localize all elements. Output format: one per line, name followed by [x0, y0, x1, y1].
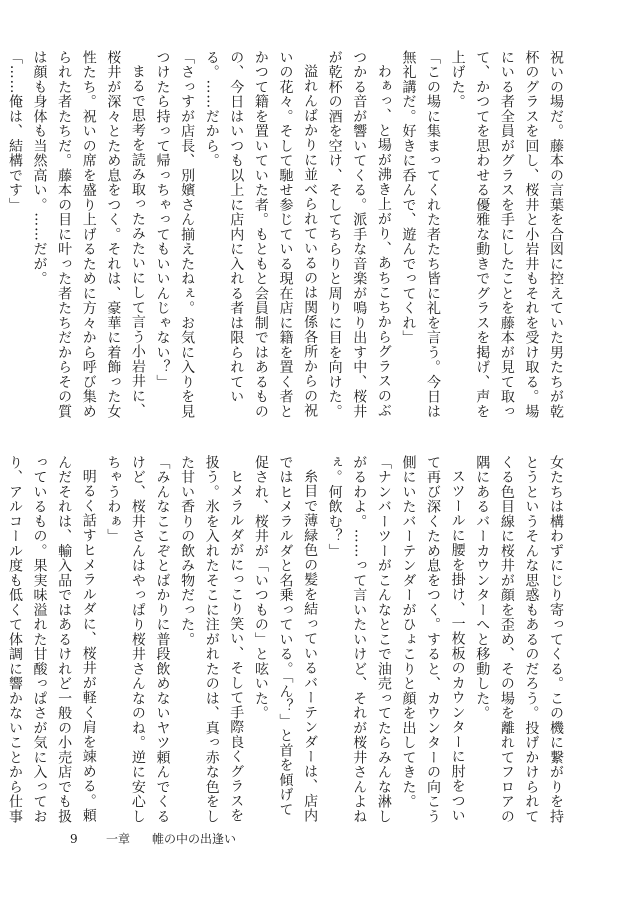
paragraph: ヒメラルダがにっこり笑い、そして手際良くグラスを扱う。氷を入れたそこに注がれたのは、真っ赤な色をした甘い香りの飲み物だった。	[179, 455, 245, 824]
paragraph: まるで思考を読み取ったみたいにして言う小岩井に、桜井が深々とため息をつく。それは、豪華に着飾った女性たち。祝いの席を盛り上げるために方々から呼び集められた者たちだ。藤本の目に叶った者たちだからその質は顔も身体も当然高い。……だが。	[31, 50, 146, 419]
chapter-label: 一章	[106, 832, 131, 846]
paragraph: 「ナンバーツーがこんなとこで油売ってたらみんな淋しがるわよ。……って言いたいけど、それが桜井さんよねぇ。何飲む？」	[326, 455, 392, 824]
paragraph	[0, 50, 2, 425]
page-number: 9	[70, 832, 78, 846]
paragraph: 「さっすが店長、別嬪さん揃えたねぇ。お気に入りを見つけたら持って帰っちゃってもいいんじゃない？」	[154, 50, 196, 419]
paragraph: 溢れんばかりに並べられているのは関係各所からの祝いの花々。そして馳せ参じている現在店に籍を置く者とかつて籍を置いていた者。もともと会員制ではあるものの、今日はいつも以上に店内に入れる者は限られている。……だから。	[203, 50, 319, 419]
paragraph: わぁっ、と場が沸き上がり、あちこちからグラスのぶつかる音が響いてくる。派手な音楽が鳴り出す中、桜井が乾杯の酒を空け、そしてちらりと周りに目を向けた。	[326, 50, 392, 419]
paragraph: 「この場に集まってくれた者たち皆に礼を言う。今日は無礼講だ。好きに呑んで、遊んでってくれ」	[400, 50, 442, 419]
paragraph: 糸目で薄緑色の髪を結っているバーテンダーは、店内ではヒメラルダと名乗っている。「ん？」と首を傾げて促され、桜井が「いつもの」と呟いた。	[252, 455, 319, 823]
paragraph: スツールに腰を掛け、一枚板のカウンターに肘をついて再び深くため息をつく。すると、カウンターの向こう側にいたバーテンダーがひょこりと顔を出してきた。	[400, 455, 466, 824]
upper-text-block	[6, 50, 568, 425]
paragraph: 祝いの場だ。藤本の言葉を合図に控えていた男たちが乾杯のグラスを回し、桜井と小岩井もそれを受け取る。場にいる者全員がグラスを手にしたことを藤本が見て取って、かつてを思わせる優雅な動きでグラスを掲げ、声を上げた。	[449, 50, 564, 419]
paragraph: 女たちは構わずにじり寄ってくる。この機に繋がりを持とうというそんな思惑もあるのだろう。投げかけられてくる色目線に桜井が顔を歪め、その場を離れてフロアの隅にあるバーカウンターへと移動した。	[474, 455, 564, 824]
running-footer	[70, 830, 236, 847]
paragraph: 「みんなここぞとばかりに普段飲めないヤツ頼んでくるけど、桜井さんはやっぱり桜井さんなのね。逆に安心しちゃうわぁ」	[105, 455, 171, 824]
chapter-title: 帷の中の出逢い	[152, 832, 237, 846]
paragraph: 「……俺は、結構です」	[6, 50, 23, 213]
paragraph: 明るく話すヒメラルダに、桜井が軽く肩を竦める。頼んだそれは、輸入品ではあるけれど一般の小売店でも扱っているもの。果実味溢れた甘酸っぱさが気に入っており、アルコール度も低くて体調に響かないことから仕事	[6, 455, 97, 824]
lower-text-block	[6, 455, 568, 830]
